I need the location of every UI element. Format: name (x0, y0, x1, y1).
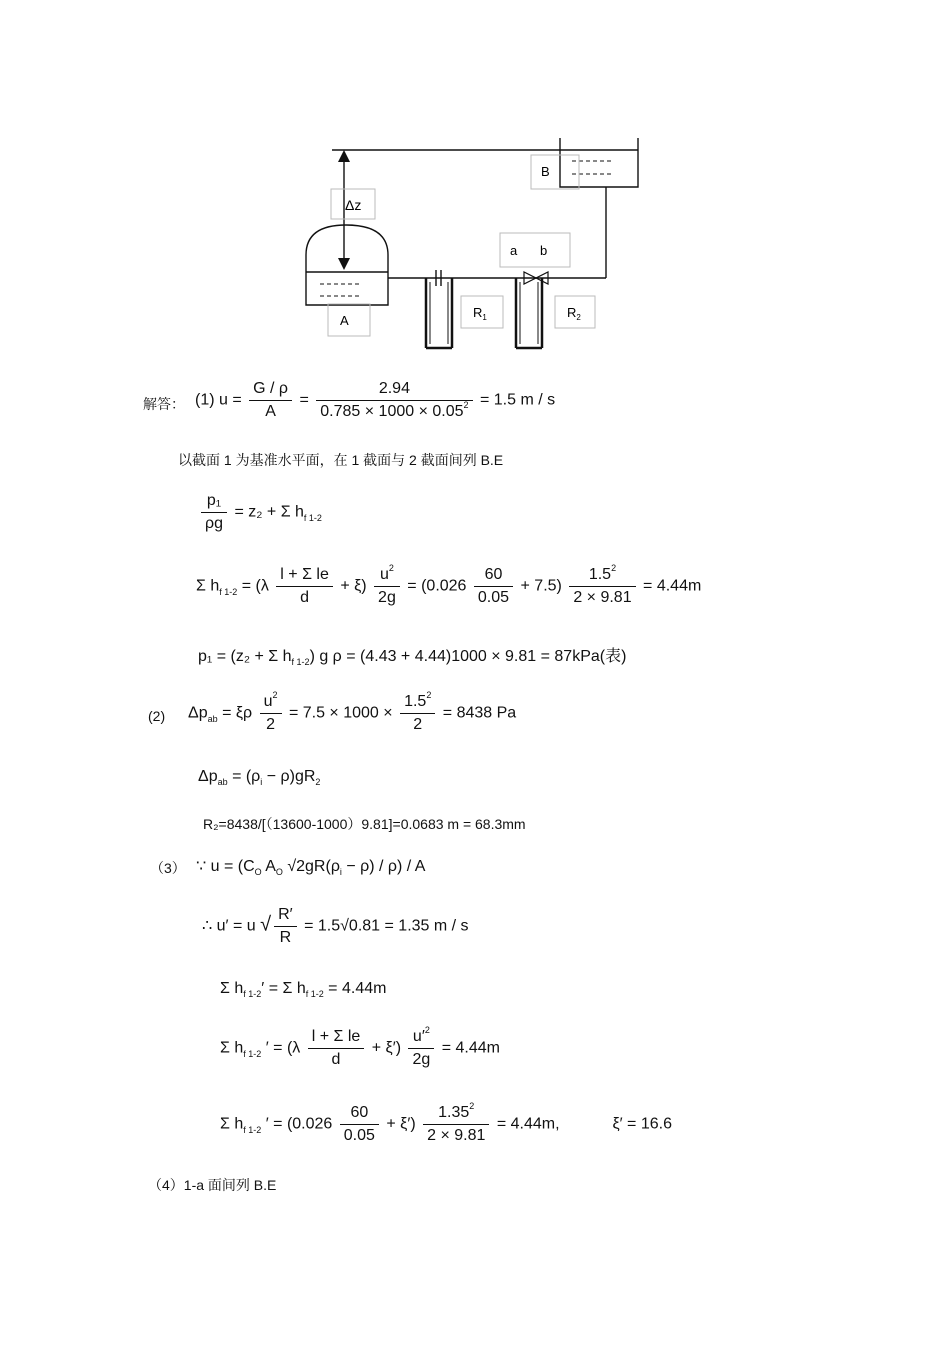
eq-pressure-p1: p₁ = (z₂ + Σ $h_{f 1-2}$) g ρ = (4.43 + 4.44)1000 × 9.81 = 87kPa(表) (198, 648, 627, 667)
label-a: a (510, 243, 518, 258)
label-b: b (540, 243, 548, 258)
eq-hf-new-numeric: Σ $h_{f 1-2}$ ′ = (0.026 $\frac{60}{0.05}$ + ξ′) $\frac{1.35^2}{2 \times 9.81}$ = 4.44m, ξ′ = 16.6 (220, 1101, 672, 1144)
svg-text:R1 (473, 305, 487, 322)
eq-r2-result: R₂=8438/[（13600-1000）9.81]=0.0683 m = 68.3mm (203, 816, 526, 832)
eq-orifice-velocity: ∵ $u = (C_O$ $A_O$ $√2gR(\rho_i - \rho) / \rho) / A$ (196, 858, 426, 877)
label-dz: Δz (345, 197, 362, 213)
part4-line: （4）1-a 面间列 B.E (148, 1177, 277, 1193)
eq-delta-p: $\Delta p_{ab} = \xi\rho$ $\frac{u^2}{2}$ = 7.5 × 1000 × $\frac{1.5^2}{2}$ = 8438 Pa (188, 690, 517, 733)
part1-equation: (1) u = $\frac{G / \rho}{A}$ = $\frac{2.94}{0.785 \times 1000 \times 0.05^2}$ = 1.5 m / s (195, 380, 556, 420)
label-tank-a: A (340, 313, 349, 328)
eq-hf-new-general: Σ $h_{f 1-2}$ ′ = (λ $\frac{\text{l + Σ le}}{d}$ + ξ′) $\frac{u'^2}{2g}$ = 4.44m (220, 1025, 500, 1068)
label-r2-sub: 2 (576, 313, 581, 322)
part2-tag: (2) (148, 708, 166, 724)
eq-delta-p-manometer: $\Delta p_{ab} = (\rho_i - \rho)gR_2$ (198, 768, 321, 787)
eq-new-velocity: ∴ u′ = u √ $\frac{R'}{R}$ = 1.5√0.81 = 1.35 m / s (202, 906, 469, 946)
xi-value: ξ′ = 16.6 (612, 1115, 672, 1133)
eq-hf-equal: Σ $h_{f 1-2}' = \Sigma$ $h_{f 1-2} = 4.44m$ (220, 980, 387, 999)
part1-note: 以截面 1 为基准水平面，在 1 截面与 2 截面间列 B.E (178, 452, 504, 468)
pipe-system-diagram (0, 0, 950, 360)
label-tank-b: B (541, 164, 550, 179)
part3-tag: （3） (150, 860, 186, 876)
eq-bernoulli: $\frac{\text{p₁}}{\rho g}$ = z₂ + Σ $h_{f 1-2}$ (198, 492, 322, 533)
label-r2: R (567, 305, 577, 320)
solution-heading: 解答： (143, 396, 185, 412)
label-r1-sub: 1 (482, 313, 487, 322)
svg-text:R2 (567, 305, 581, 322)
label-r1: R (473, 305, 483, 320)
eq-friction-loss: Σ $h_{f 1-2} = (\lambda$ $\frac{\text{l + Σ le}}{d}$ + ξ) $\frac{u^2}{2g}$ = (0.026 $\frac{60}{0.05}$ + 7.5) $\frac{1.5^2}{2 \times 9.81}$ = 4.44m (196, 563, 702, 606)
